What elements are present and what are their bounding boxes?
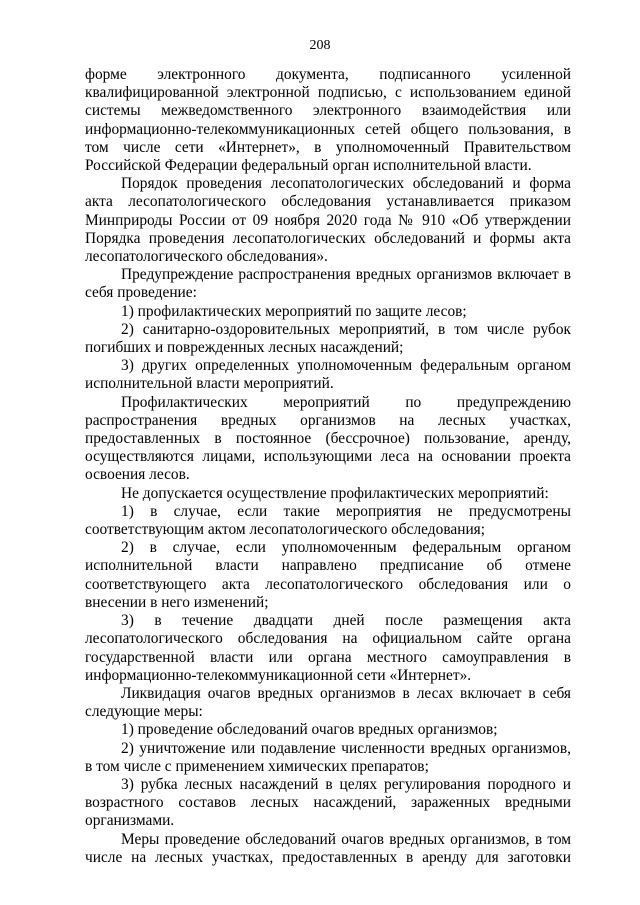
paragraph: Профилактических мероприятий по предупреждению распространения вредных организмов на лесных участках, предоставленных в постоянное (бессрочное) пользование, аренду, осуществляются лицами, использующими леса на основании проекта освоения лесов. xyxy=(85,393,571,484)
document-body xyxy=(85,66,571,867)
page-number: 208 xyxy=(309,38,331,53)
paragraph: Не допускается осуществление профилактических мероприятий: xyxy=(121,484,549,502)
paragraph: Порядок проведения лесопатологических обследований и форма акта лесопатологического обследования устанавливается приказом Минприроды России от 09 ноября 2020 года № 910 «Об утверждении Порядка проведения лесопатологических обследований и формы акта лесопатологического обследования». xyxy=(85,175,571,266)
list-item: 2) в случае, если уполномоченным федеральным органом исполнительной власти направлено предписание об отмене соответствующего акта лесопатологического обследования или о внесении в него изменений; xyxy=(85,539,571,611)
list-item: 3) рубка лесных насаждений в целях регулирования породного и возрастного составов лесных насаждений, зараженных вредными организмами. xyxy=(85,775,571,830)
list-item: 3) других определенных уполномоченным федеральным органом исполнительной власти мероприятий. xyxy=(85,357,571,393)
list-item: 1) профилактических мероприятий по защите лесов; xyxy=(121,302,467,320)
list-item: 1) в случае, если такие мероприятия не предусмотрены соответствующим актом лесопатологического обследования; xyxy=(85,502,571,539)
list-item: 1) проведение обследований очагов вредных организмов; xyxy=(121,721,498,739)
paragraph: Предупреждение распространения вредных организмов включает в себя проведение: xyxy=(85,266,571,302)
paragraph: Меры проведение обследований очагов вредных организмов, в том числе на лесных участках, предоставленных в аренду для заготовки xyxy=(85,830,571,866)
list-item: 2) санитарно-оздоровительных мероприятий, в том числе рубок погибших и поврежденных лесных насаждений; xyxy=(85,320,571,357)
list-item: 2) уничтожение или подавление численности вредных организмов, в том числе с применением химических препаратов; xyxy=(85,739,571,775)
paragraph: форме электронного документа, подписанного усиленной квалифицированной электронной подписью, с использованием единой системы межведомственного электронного взаимодействия или информационно-телекоммуникационных сетей общего пользования, в том числе сети «Интернет», в уполномоченный Правительством Российской Федерации федеральный орган исполнительной власти. xyxy=(85,66,571,175)
paragraph: Ликвидация очагов вредных организмов в лесах включает в себя следующие меры: xyxy=(85,684,571,721)
list-item: 3) в течение двадцати дней после размещения акта лесопатологического обследования на официальном сайте органа государственной власти или органа местного самоуправления в информационно-телекоммуникационной сети «Интернет». xyxy=(85,612,571,684)
